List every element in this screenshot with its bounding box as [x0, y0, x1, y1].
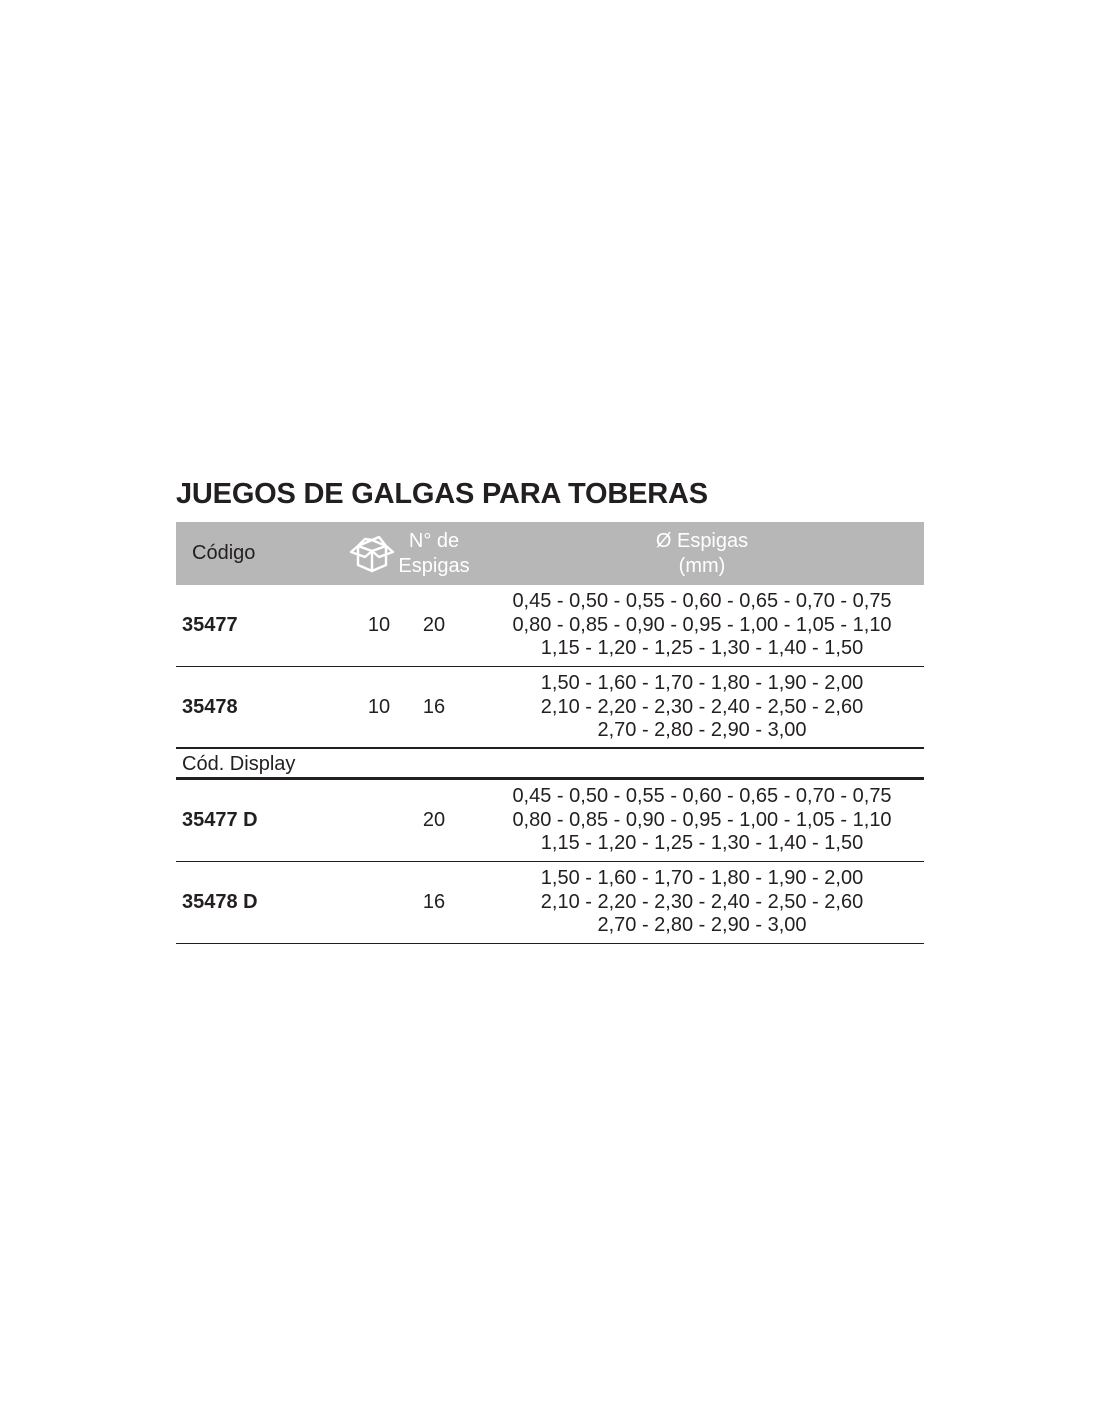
diameter-line: 1,15 - 1,20 - 1,25 - 1,30 - 1,40 - 1,50	[540, 637, 864, 660]
diameter-line: 1,50 - 1,60 - 1,70 - 1,80 - 1,90 - 2,00	[540, 867, 864, 890]
diameter-line: 0,80 - 0,85 - 0,90 - 0,95 - 1,00 - 1,05 - 1,10	[512, 808, 892, 831]
table-row	[176, 585, 924, 667]
page-title: JUEGOS DE GALGAS PARA TOBERAS	[176, 478, 708, 510]
diameter-line: 1,50 - 1,60 - 1,70 - 1,80 - 1,90 - 2,00	[540, 672, 864, 695]
row-diameters	[474, 867, 924, 938]
header-count-line2: Espigas	[398, 554, 470, 577]
header-count	[394, 529, 474, 579]
row-diameters	[474, 590, 924, 661]
row-code: 35478 D	[182, 891, 258, 913]
box-icon	[342, 534, 402, 574]
diameter-line: 0,45 - 0,50 - 0,55 - 0,60 - 0,65 - 0,70 - 0,75	[512, 785, 892, 808]
row-count: 20	[422, 614, 446, 636]
diameter-line: 0,80 - 0,85 - 0,90 - 0,95 - 1,00 - 1,05 - 1,10	[512, 613, 892, 636]
header-diameter-line2: (mm)	[678, 554, 726, 577]
table-row	[176, 862, 924, 944]
row-count: 16	[422, 696, 446, 718]
document	[176, 477, 924, 944]
row-count: 20	[422, 809, 446, 831]
row-code: 35477	[182, 614, 238, 636]
row-code: 35478	[182, 696, 238, 718]
row-box: 10	[367, 696, 391, 718]
diameter-line: 2,10 - 2,20 - 2,30 - 2,40 - 2,50 - 2,60	[540, 695, 864, 718]
header-diameter	[474, 529, 924, 579]
table-row	[176, 780, 924, 862]
header-diameter-line1: Ø Espigas	[655, 529, 749, 552]
display-section-label: Cód. Display	[176, 747, 924, 780]
diameter-line: 0,45 - 0,50 - 0,55 - 0,60 - 0,65 - 0,70 - 0,75	[512, 590, 892, 613]
diameter-line: 2,70 - 2,80 - 2,90 - 3,00	[597, 914, 807, 937]
table-row	[176, 667, 924, 748]
row-box: 10	[367, 614, 391, 636]
diameter-line: 1,15 - 1,20 - 1,25 - 1,30 - 1,40 - 1,50	[540, 832, 864, 855]
row-count: 16	[422, 891, 446, 913]
diameter-line: 2,70 - 2,80 - 2,90 - 3,00	[597, 719, 807, 742]
header-count-line1: N° de	[408, 529, 460, 552]
row-code: 35477 D	[182, 809, 258, 831]
diameter-line: 2,10 - 2,20 - 2,30 - 2,40 - 2,50 - 2,60	[540, 890, 864, 913]
row-diameters	[474, 672, 924, 743]
row-diameters	[474, 785, 924, 856]
header-code: Código	[192, 542, 256, 564]
table-header	[176, 522, 924, 585]
